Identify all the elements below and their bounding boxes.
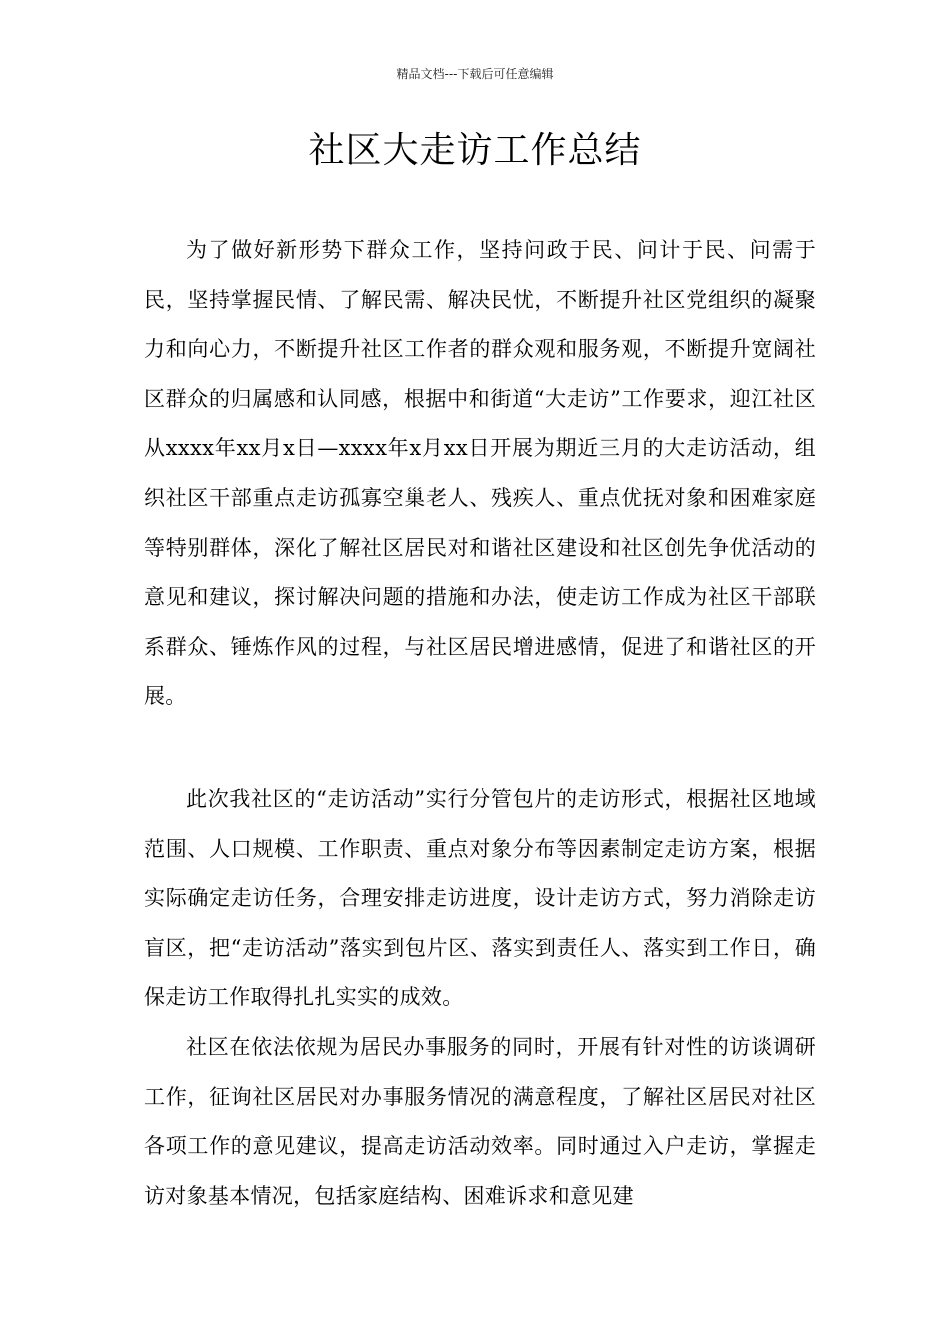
header-note: 精品文档---下载后可任意编辑 [396,67,554,81]
document-title: 社区大走访工作总结 [308,130,642,171]
paragraph-1: 为了做好新形势下群众工作，坚持问政于民、问计于民、问需于民，坚持掌握民情、了解民需、解决民忧，不断提升社区党组织的凝聚力和向心力，不断提升社区工作者的群众观和服务观，不断提升宽阔社区群众的归属感和认同感，根据中和街道“大走访”工作要求，迎江社区从xxxx年xx月x日—xxxx年x月xx日开展为期近三月的大走访活动，组织社区干部重点走访孤寡空巢老人、残疾人、重点优抚对象和困难家庭等特别群体，深化了解社区居民对和谐社区建设和社区创先争优活动的意见和建议，探讨解决问题的措施和办法，使走访工作成为社区干部联系群众、锤炼作风的过程，与社区居民增进感情，促进了和谐社区的开展。 [144,238,816,709]
paragraph-2: 此次我社区的“走访活动”实行分管包片的走访形式，根据社区地域范围、人口规模、工作职责、重点对象分布等因素制定走访方案，根据实际确定走访任务，合理安排走访进度，设计走访方式，努力消除走访盲区，把“走访活动”落实到包片区、落实到责任人、落实到工作日，确保走访工作取得扎扎实实的成效。 [144,787,816,1010]
paragraph-3: 社区在依法依规为居民办事服务的同时，开展有针对性的访谈调研工作，征询社区居民对办事服务情况的满意程度，了解社区居民对社区各项工作的意见建议，提高走访活动效率。同时通过入户走访，掌握走访对象基本情况，包括家庭结构、困难诉求和意见建 [144,1035,816,1208]
